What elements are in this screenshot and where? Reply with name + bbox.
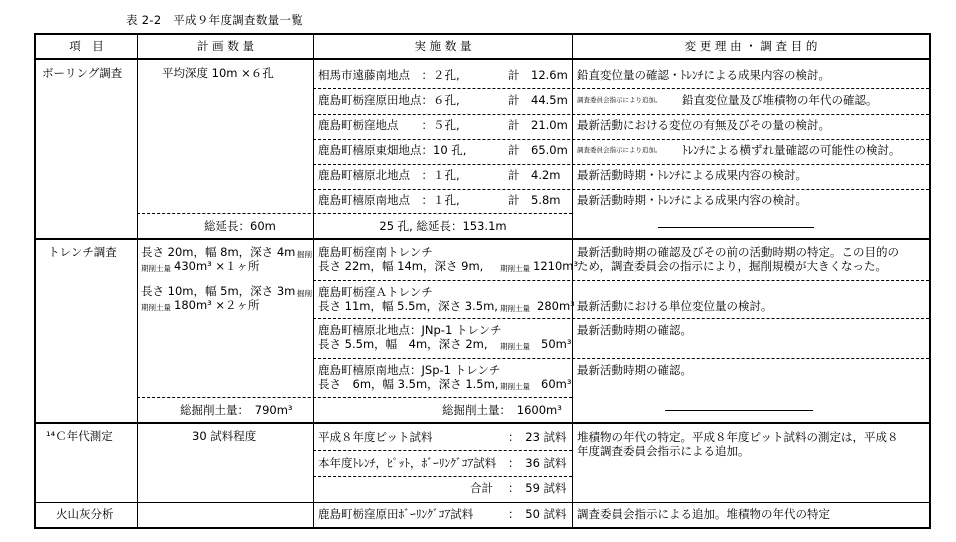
site-name: 鹿島町橲原北地点 ：１孔, xyxy=(318,168,460,182)
ash-actual-label: 鹿島町栃窪原田ﾎﾞｰﾘﾝｸﾞｺｱ試料 xyxy=(318,507,474,521)
c14-value: ： 23 試料 xyxy=(508,430,567,444)
trench-plan-1-note2: 期削土量 xyxy=(141,264,171,273)
table-top-border xyxy=(34,33,931,35)
trench-plan-total: 総掘削土量： 790m³ xyxy=(180,403,293,417)
row-divider xyxy=(137,397,572,398)
table-bottom-border xyxy=(34,527,931,529)
reason-note: 調査委員会指示により追加。 xyxy=(577,146,662,154)
trench-plan-2-line2: 180m³ ×２ヶ所 xyxy=(174,298,260,312)
trench-reason-1: 最新活動における単位変位量の検討。 xyxy=(577,299,773,313)
trench-reason-1: 最新活動時期の確認。 xyxy=(577,363,692,377)
reason-text: 鉛直変位量及び堆積物の年代の確認。 xyxy=(682,93,878,107)
trench-reason-1: 最新活動時期の確認。 xyxy=(577,323,692,337)
c14-label: 本年度ﾄﾚﾝﾁ，ﾋﾟｯﾄ，ﾎﾞｰﾘﾝｸﾞｺｱ試料 xyxy=(318,456,497,470)
c14-item: ¹⁴Ｃ年代測定 xyxy=(46,429,113,443)
total-value: 5.8m xyxy=(531,193,561,207)
reason-text: 最新活動時期・ﾄﾚﾝﾁによる成果内容の検討。 xyxy=(577,193,807,207)
ash-item: 火山灰分析 xyxy=(56,507,114,521)
c14-label: 平成８年度ピット試料 xyxy=(318,430,433,444)
c14-value: ： 59 試料 xyxy=(508,481,567,495)
total-value: 21.0m xyxy=(531,118,568,132)
total-label: 計 xyxy=(508,68,520,82)
boring-actual-total: 25 孔, 総延長：153.1m xyxy=(379,219,507,233)
trench-plan-1: 長さ 20m，幅 8m，深さ 4m xyxy=(141,245,296,259)
trench-site: 鹿島町栃窪Ａトレンチ xyxy=(318,285,433,299)
header-item: 項 目 xyxy=(69,39,104,53)
trench-volume: 50m³ xyxy=(541,337,572,351)
table-caption: 表 2-2 平成９年度調査数量一覧 xyxy=(126,13,304,27)
trench-site: 鹿島町橲原北地点：JNp-1 トレンチ xyxy=(318,323,502,337)
total-label: 計 xyxy=(508,143,520,157)
table-right-border xyxy=(929,33,931,529)
total-value: 12.6m xyxy=(531,68,568,82)
trench-volume: 1210m³ xyxy=(533,259,579,273)
row-divider xyxy=(313,476,572,477)
site-name: 相馬市遠藤南地点 ：２孔, xyxy=(318,68,460,82)
trench-plan-2-note: 掘削 xyxy=(297,289,312,298)
trench-plan-1-line2: 430m³ ×１ヶ所 xyxy=(174,259,260,273)
reason-text: 鉛直変位量の確認・ﾄﾚﾝﾁによる成果内容の検討。 xyxy=(577,68,830,82)
trench-volume: 60m³ xyxy=(541,377,572,391)
row-divider xyxy=(313,358,929,359)
row-divider xyxy=(313,114,929,115)
trench-note: 期削土量 xyxy=(500,264,530,273)
trench-plan-2-note2: 期削土量 xyxy=(141,303,171,312)
ash-actual-value: ： 50 試料 xyxy=(508,507,567,521)
row-divider xyxy=(137,213,572,214)
col-divider-2 xyxy=(313,33,314,529)
trench-plan-2: 長さ 10m，幅 5m，深さ 3m xyxy=(141,284,296,298)
total-value: 4.2m xyxy=(531,168,561,182)
header-reason: 変 更 理 由 ・ 調 査 目 的 xyxy=(684,39,818,53)
trench-site: 鹿島町橲原南地点：JSp-1 トレンチ xyxy=(318,363,501,377)
trench-dims: 長さ 11m，幅 5.5m，深さ 3.5m, xyxy=(318,299,498,313)
row-divider xyxy=(313,139,929,140)
col-divider-3 xyxy=(572,33,573,529)
row-divider xyxy=(313,164,929,165)
reason-text: 最新活動時期・ﾄﾚﾝﾁによる成果内容の検討。 xyxy=(577,168,807,182)
trench-note: 期削土量 xyxy=(500,304,530,313)
c14-plan: 30 試料程度 xyxy=(192,429,257,443)
boring-item: ボーリング調査 xyxy=(42,66,123,80)
boring-plan-total: 総延長：60m xyxy=(204,219,276,233)
c14-reason-1: 堆積物の年代の特定。平成８年度ピット試料の測定は，平成８ xyxy=(577,430,899,444)
trench-actual-total: 総掘削土量： 1600m³ xyxy=(442,403,562,417)
trench-volume: 280m³ xyxy=(537,299,575,313)
table-left-border xyxy=(34,33,36,529)
col-divider-1 xyxy=(137,33,138,529)
total-value: 44.5m xyxy=(531,93,568,107)
trench-item: トレンチ調査 xyxy=(48,245,117,259)
trench-note: 期削土量 xyxy=(500,342,530,351)
trench-reason-2: ため，調査委員会の指示により，掘削規模が大きくなった。 xyxy=(577,259,888,273)
empty-mark-line xyxy=(665,410,813,411)
c14-value: ： 36 試料 xyxy=(508,456,567,470)
c14-label: 合計 xyxy=(470,481,493,495)
trench-note: 期削土量 xyxy=(500,382,530,391)
site-name: 鹿島町橲原東畑地点：10 孔, xyxy=(318,143,467,157)
trench-dims: 長さ 22m，幅 14m，深さ 9m, xyxy=(318,259,484,273)
total-label: 計 xyxy=(508,118,520,132)
row-divider xyxy=(313,280,929,281)
total-label: 計 xyxy=(508,193,520,207)
total-label: 計 xyxy=(508,168,520,182)
ash-reason: 調査委員会指示による追加。堆積物の年代の特定 xyxy=(577,507,830,521)
header-actual: 実 施 数 量 xyxy=(414,39,472,53)
trench-plan-1-note: 掘削 xyxy=(297,250,312,259)
trench-site: 鹿島町栃窪南トレンチ xyxy=(318,245,433,259)
site-name: 鹿島町栃窪原田地点：６孔, xyxy=(318,93,460,107)
trench-dims: 長さ 5.5m，幅 4m，深さ 2m, xyxy=(318,337,488,351)
row-divider xyxy=(313,318,929,319)
header-bottom-border xyxy=(34,58,931,60)
trench-reason-1: 最新活動時期の確認及びその前の活動時期の特定。この目的の xyxy=(577,245,899,259)
reason-text: ﾄﾚﾝﾁによる横ずれ量確認の可能性の検討。 xyxy=(682,143,901,157)
empty-mark-line xyxy=(658,227,814,228)
reason-note: 調査委員会指示により追加。 xyxy=(577,96,662,104)
site-name: 鹿島町栃窪地点 ：５孔, xyxy=(318,118,460,132)
site-name: 鹿島町橲原南地点 ：１孔, xyxy=(318,193,460,207)
row-divider xyxy=(313,450,572,451)
trench-dims: 長さ 6m，幅 3.5m，深さ 1.5m, xyxy=(318,377,499,391)
boring-plan: 平均深度 10m ×６孔 xyxy=(162,66,274,80)
row-divider xyxy=(313,189,929,190)
header-plan: 計 画 数 量 xyxy=(197,39,254,53)
section-separator-c14 xyxy=(34,502,931,503)
c14-reason-2: 年度調査委員会指示による追加。 xyxy=(577,444,750,458)
reason-text: 最新活動における変位の有無及びその量の検討。 xyxy=(577,118,830,132)
row-divider xyxy=(313,88,929,89)
total-value: 65.0m xyxy=(531,143,568,157)
total-label: 計 xyxy=(508,93,520,107)
section-separator-trench xyxy=(34,422,931,424)
section-separator-boring xyxy=(34,238,931,240)
